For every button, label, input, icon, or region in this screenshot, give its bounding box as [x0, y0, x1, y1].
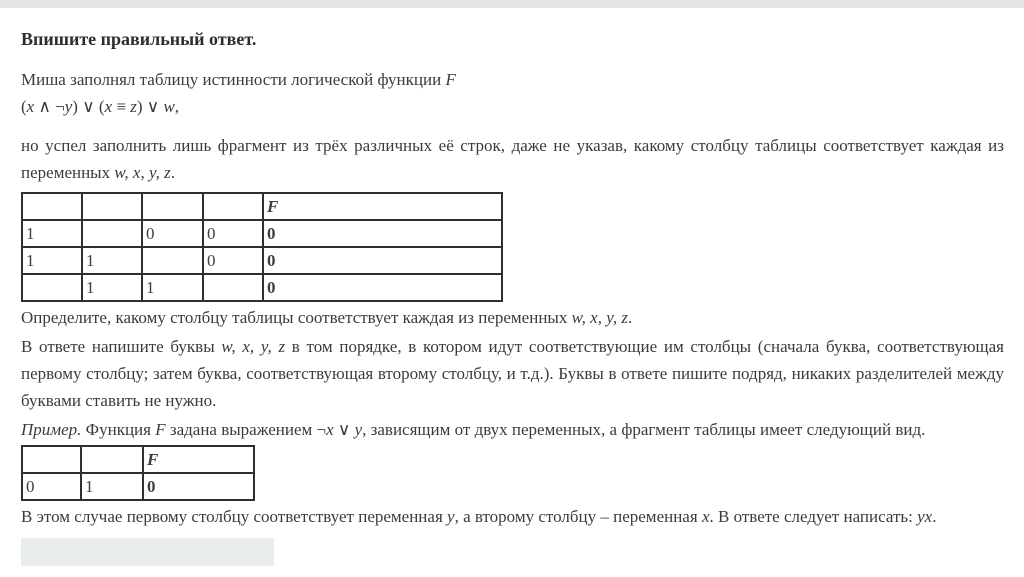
text: Функция — [81, 420, 156, 439]
cell: 0 — [203, 247, 263, 274]
text: . В ответе следует написать: — [709, 507, 918, 526]
cell: 1 — [81, 473, 143, 500]
f-column-header: F — [143, 446, 254, 473]
text: В ответе напишите буквы — [21, 337, 222, 356]
intro-paragraph — [21, 66, 1004, 120]
formula-part: ∧ ¬ — [34, 97, 65, 116]
cell: 1 — [82, 274, 142, 301]
text: задана выражением ¬ — [165, 420, 327, 439]
instructions-paragraph — [21, 333, 1004, 414]
text: , а второму столбцу – переменная — [454, 507, 702, 526]
example-table — [21, 445, 255, 501]
cell — [22, 274, 82, 301]
function-name: F — [155, 420, 166, 439]
text: в том порядке, в котором идут соответствующие им столбцы (сначала буква, соответствующая первому столбцу; затем буква, соответствующая второму столбцу, и т.д.). Буквы в ответе пишите подряд, никаких разделителей между буквами ставить не нужно. — [21, 337, 1004, 410]
determine-paragraph — [21, 304, 1004, 331]
cell — [142, 247, 203, 274]
cell: 0 — [142, 220, 203, 247]
cell — [82, 220, 142, 247]
formula-var: x — [26, 97, 35, 116]
cell: 0 — [22, 473, 81, 500]
text: В этом случае первому столбцу соответствует переменная — [21, 507, 448, 526]
cell — [82, 193, 142, 220]
cell — [142, 193, 203, 220]
answer-input[interactable] — [21, 538, 274, 566]
formula-part: ) ∨ ( — [72, 97, 105, 116]
formula-var: w — [163, 97, 175, 116]
cell — [22, 446, 81, 473]
f-value-cell: 0 — [263, 247, 502, 274]
variables-list: w, x, y, z — [221, 337, 286, 356]
cell — [203, 193, 263, 220]
question-content — [0, 8, 1024, 566]
text: . — [170, 163, 175, 182]
formula-var: z — [130, 97, 137, 116]
cell: 0 — [203, 220, 263, 247]
text: . — [932, 507, 937, 526]
cell — [22, 193, 82, 220]
f-column-header: F — [263, 193, 502, 220]
formula-part: ( — [21, 97, 27, 116]
fragment-note-paragraph — [21, 132, 1004, 186]
table-row — [22, 220, 502, 247]
f-value-cell: 0 — [263, 274, 502, 301]
cell: 1 — [22, 220, 82, 247]
table-row — [22, 274, 502, 301]
truth-table-header-row — [22, 193, 502, 220]
example-paragraph — [21, 416, 1004, 443]
formula-var: x — [104, 97, 113, 116]
formula — [21, 97, 179, 116]
formula-var: x — [326, 420, 334, 439]
cell: 1 — [22, 247, 82, 274]
table-row — [22, 473, 254, 500]
formula-var: y — [447, 507, 455, 526]
example-note-paragraph — [21, 503, 1004, 530]
variables-list: w, x, y, z — [114, 163, 171, 182]
formula-part: ) ∨ — [136, 97, 164, 116]
text: Миша заполнял таблицу истинности логической функции — [21, 70, 446, 89]
text: Определите, какому столбцу таблицы соответствует каждая из переменных — [21, 308, 572, 327]
f-value-cell: 0 — [263, 220, 502, 247]
formula-var: y — [354, 420, 363, 439]
text: , зависящим от двух переменных, а фрагмент таблицы имеет следующий вид. — [362, 420, 926, 439]
variables-list: w, x, y, z — [571, 308, 628, 327]
page-title: Впишите правильный ответ. — [21, 29, 257, 49]
function-name: F — [445, 70, 456, 89]
formula-var: x — [701, 507, 710, 526]
text: ∨ — [333, 420, 355, 439]
example-table-header-row — [22, 446, 254, 473]
cell: 1 — [82, 247, 142, 274]
text: но успел заполнить лишь фрагмент из трёх различных её строк, даже не указав, какому столбцу таблицы соответствует каждая из переменных — [21, 136, 1004, 182]
cell — [203, 274, 263, 301]
example-label: Пример. — [21, 420, 82, 439]
formula-part: , — [174, 97, 180, 116]
formula-part: ≡ — [112, 97, 131, 116]
truth-table — [21, 192, 503, 302]
cell — [81, 446, 143, 473]
text: . — [627, 308, 633, 327]
f-value-cell: 0 — [143, 473, 254, 500]
formula-var: y — [64, 97, 73, 116]
answer-example: yx — [917, 507, 933, 526]
top-bar — [0, 0, 1024, 8]
table-row — [22, 247, 502, 274]
cell: 1 — [142, 274, 203, 301]
